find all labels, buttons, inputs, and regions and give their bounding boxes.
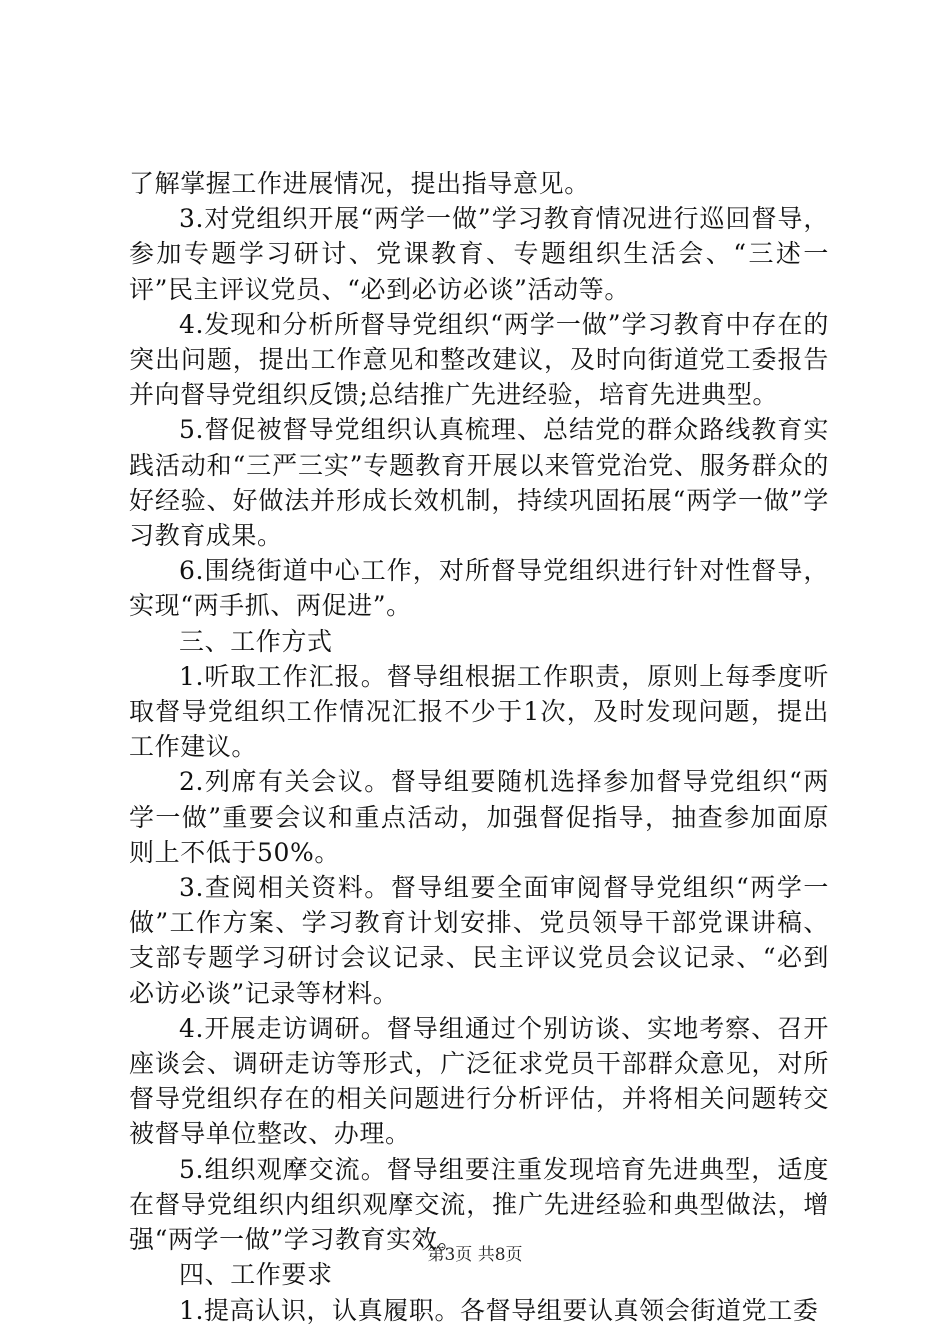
paragraph: 5.组织观摩交流。督导组要注重发现培育先进典型，适度在督导党组织内组织观摩交流，推广先进经验和典型做法，增强“两学一做”学习教育实效。 (129, 1154, 829, 1255)
paragraph: 了解掌握工作进展情况，提出指导意见。 (129, 169, 590, 198)
paragraph: 6.围绕街道中心工作，对所督导党组织进行针对性督导，实现“两手抓、两促进”。 (129, 556, 829, 621)
paragraph: 1.听取工作汇报。督导组根据工作职责，原则上每季度听取督导党组织工作情况汇报不少于1次，及时发现问题，提出工作建议。 (129, 661, 829, 762)
document-body (129, 166, 829, 1328)
section-heading: 三、工作方式 (179, 626, 333, 656)
paragraph: 2.列席有关会议。督导组要随机选择参加督导党组织“两学一做”重要会议和重点活动，加强督促指导，抽查参加面原则上不低于50%。 (129, 767, 829, 867)
paragraph: 4.开展走访调研。督导组通过个别访谈、实地考察、召开座谈会、调研走访等形式，广泛征求党员干部群众意见，对所督导党组织存在的相关问题进行分析评估，并将相关问题转交被督导单位整改、办理。 (129, 1013, 829, 1149)
paragraph: 4.发现和分析所督导党组织“两学一做”学习教育中存在的突出问题，提出工作意见和整改建议，及时向街道党工委报告并向督导党组织反馈;总结推广先进经验，培育先进典型。 (129, 309, 829, 410)
paragraph: 5.督促被督导党组织认真梳理、总结党的群众路线教育实践活动和“三严三实”专题教育开展以来管党治党、服务群众的好经验、好做法并形成长效机制，持续巩固拓展“两学一做”学习教育成果。 (129, 415, 829, 551)
paragraph: 3.对党组织开展“两学一做”学习教育情况进行巡回督导，参加专题学习研讨、党课教育、专题组织生活会、“三述一评”民主评议党员、“必到必访必谈”活动等。 (129, 204, 829, 304)
paragraph: 3.查阅相关资料。督导组要全面审阅督导党组织“两学一做”工作方案、学习教育计划安排、党员领导干部党课讲稿、支部专题学习研讨会议记录、民主评议党员会议记录、“必到必访必谈”记录等材料。 (129, 873, 829, 1008)
page-number-footer: 第3页 共8页 (427, 1245, 523, 1265)
paragraph: 1.提高认识，认真履职。各督导组要认真领会街道党工委 (179, 1295, 819, 1325)
section-heading: 四、工作要求 (179, 1260, 333, 1290)
